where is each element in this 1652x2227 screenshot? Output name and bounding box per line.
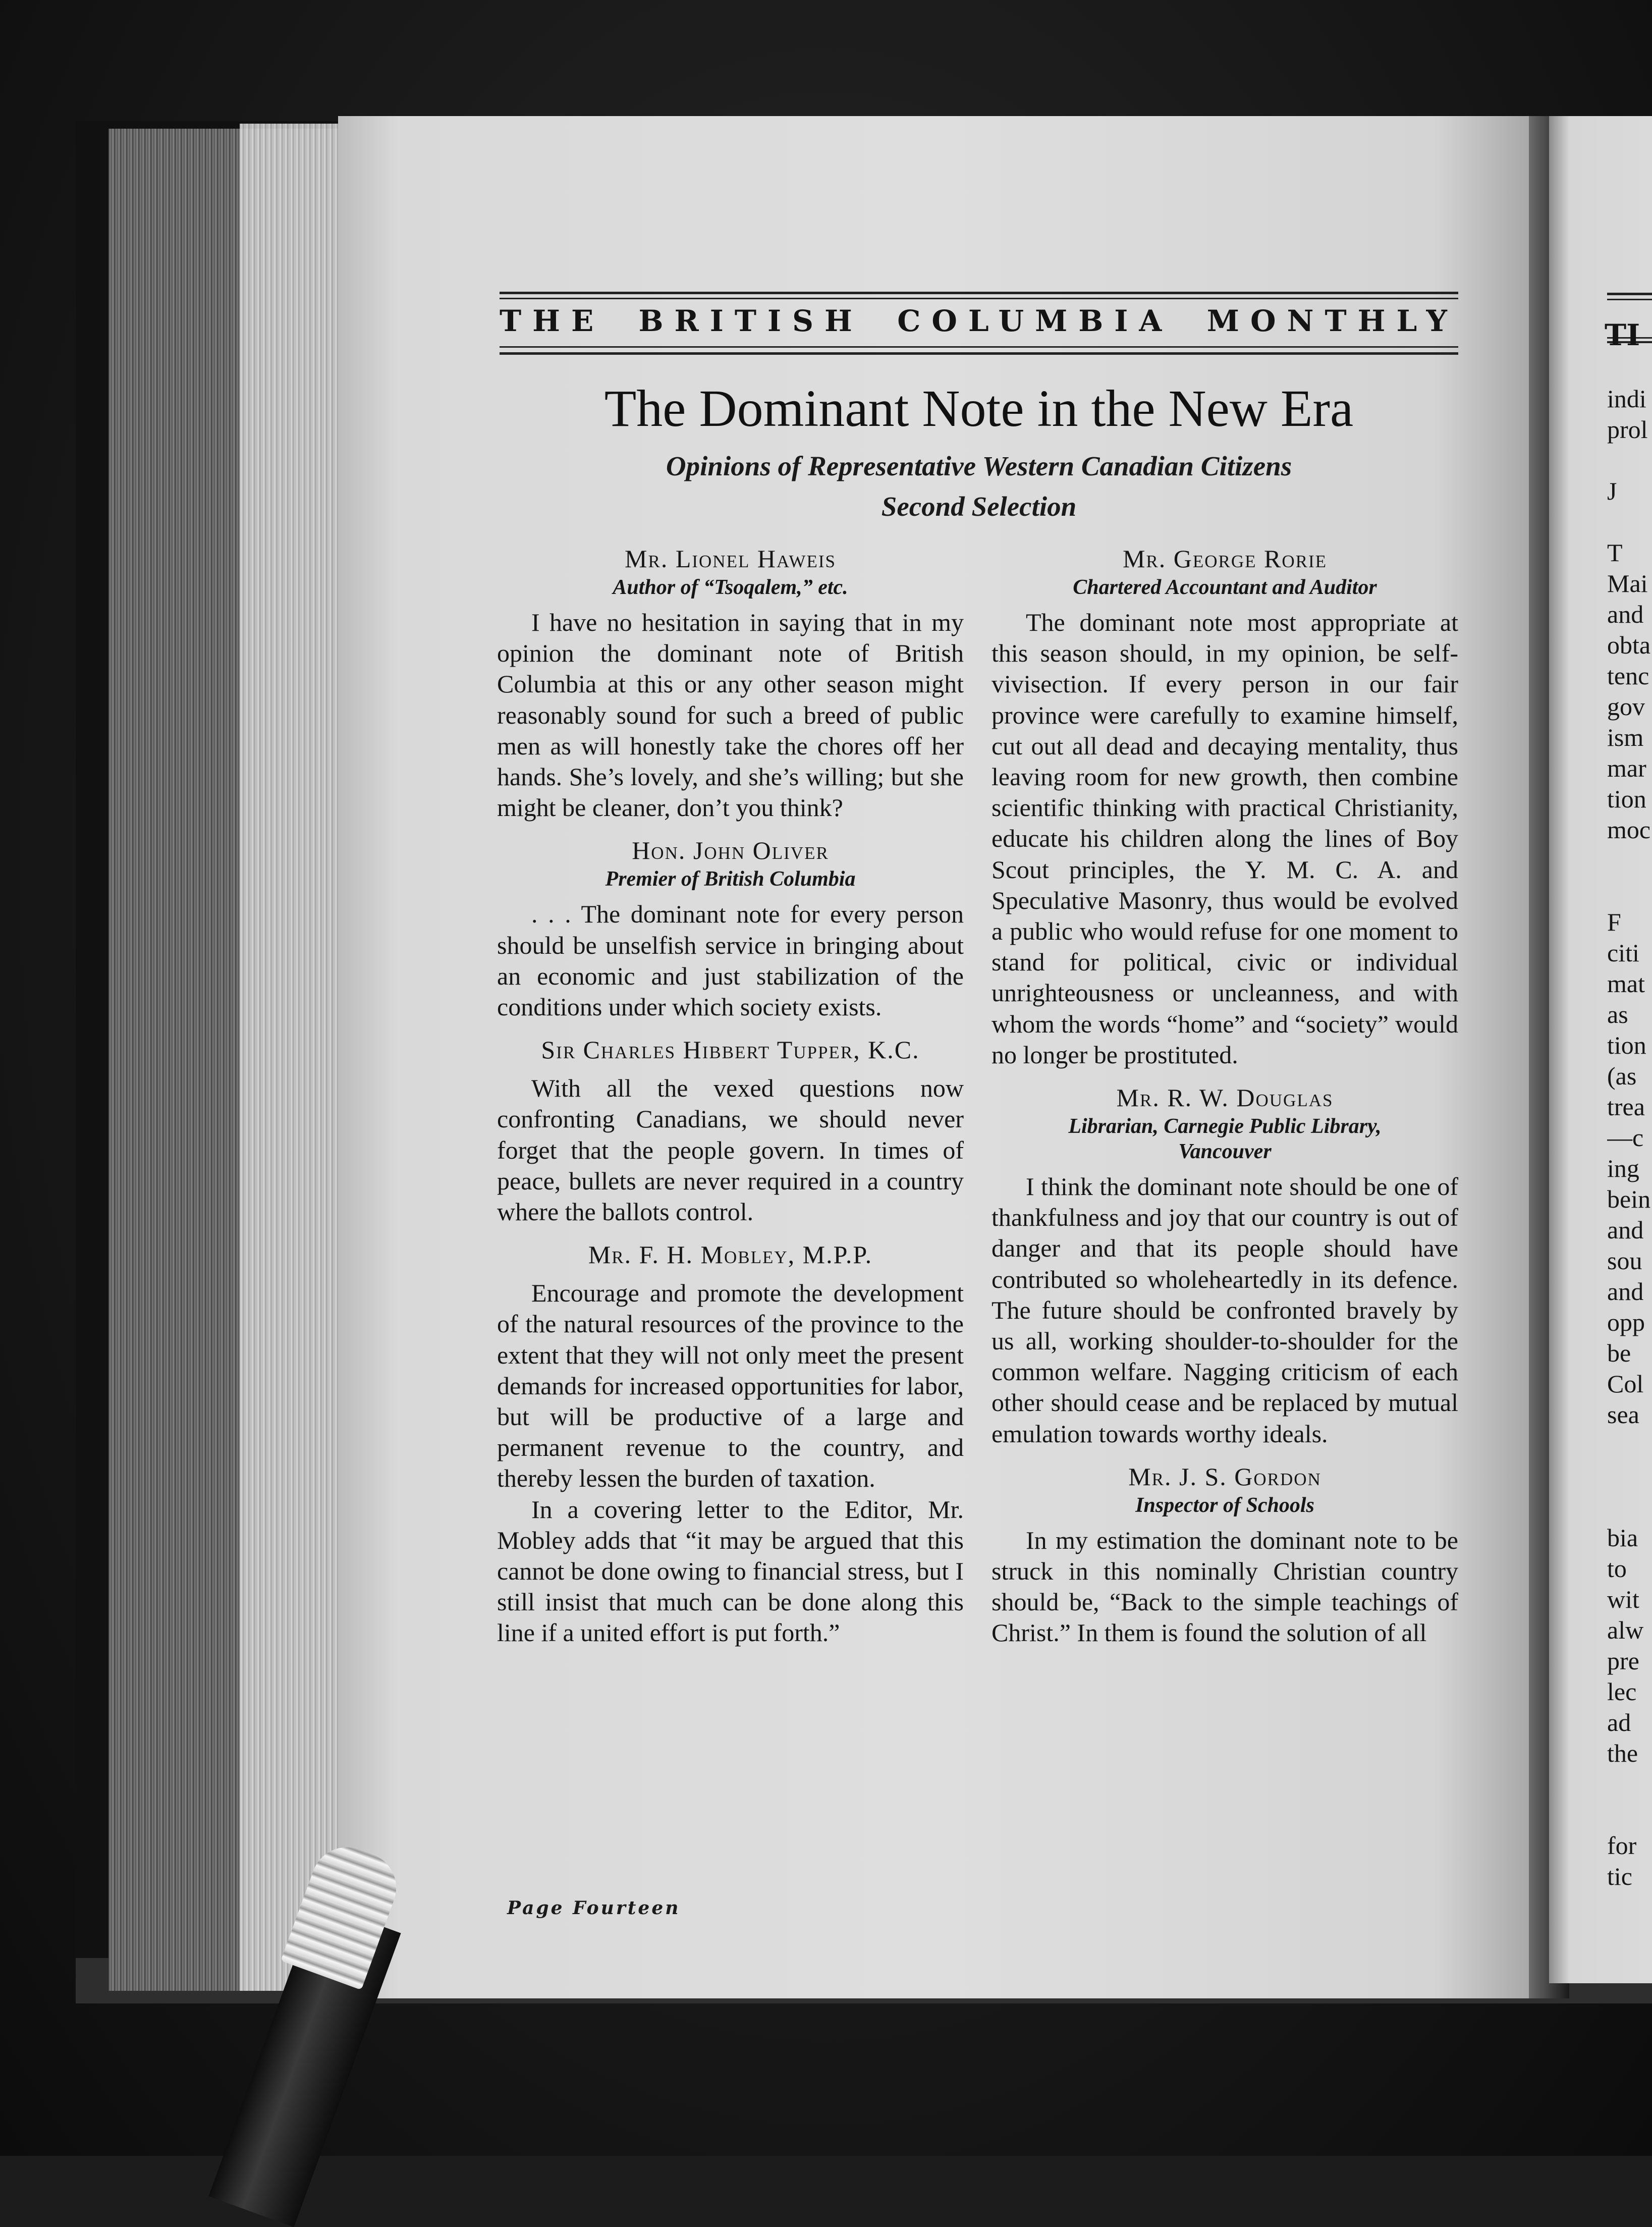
contributor-name: Mr. F. H. Mobley, M.P.P. [588, 1240, 873, 1269]
masthead-rule-top [500, 292, 1458, 294]
facing-page-line-fragment [1607, 1430, 1652, 1461]
facing-page-line-fragment: bein [1607, 1185, 1651, 1213]
facing-page-line-fragment: sou [1607, 1246, 1642, 1275]
facing-page-line-fragment [1607, 1461, 1652, 1492]
right-column [992, 542, 1458, 1649]
facing-page-text [1607, 384, 1652, 1897]
facing-page-line-fragment: and [1607, 1216, 1644, 1244]
facing-page-line-fragment: the [1607, 1739, 1638, 1767]
contributor-statement: I think the dominant note should be one of thankfulness and joy that our country is out of danger and that its people should have contributed so wholeheartedly in its defence. The future should be confronted bravely by us all, working shoulder-to-shoulder for the common welfare. Nagging criticism of each other should cease and be replaced by mutual emulation towards worthy ideals. [992, 1172, 1458, 1448]
facing-page-line-fragment: be [1607, 1339, 1631, 1367]
masthead-rule-top-thin [500, 298, 1458, 299]
contributor-role: Author of “Tsoqalem,” etc. [613, 576, 848, 599]
facing-page-line-fragment: Col [1607, 1370, 1644, 1398]
facing-page-line-fragment [1607, 1492, 1652, 1523]
contributor-statement: With all the vexed questions now confronting Canadians, we should never forget that the people govern. In times of peace, bullets are never required in a country where the ballots control. [497, 1074, 964, 1226]
editor-note: In a covering letter to the Editor, Mr. Mobley adds that “it may be argued that this cannot be done owing to financial stress, but I still insist that much can be done along this line if a united effort is put forth.” [497, 1495, 964, 1647]
masthead-title [500, 304, 1458, 338]
facing-page-line-fragment: T [1607, 538, 1623, 567]
facing-page-line-fragment [1607, 845, 1652, 876]
facing-page-line-fragment: opp [1607, 1308, 1645, 1336]
facing-page-line-fragment [1607, 445, 1652, 476]
facing-page-line-fragment: alw [1607, 1616, 1644, 1644]
facing-page-line-fragment: lec [1607, 1677, 1637, 1706]
facing-page-line-fragment: mar [1607, 754, 1646, 782]
facing-page-line-fragment: citi [1607, 939, 1639, 967]
facing-page-line-fragment: as [1607, 1000, 1628, 1028]
page-stack [240, 124, 341, 1991]
facing-page-line-fragment: F [1607, 908, 1621, 936]
article-subtitle: Opinions of Representative Western Canadian Citizens [666, 451, 1292, 481]
contributor-role: Librarian, Carnegie Public Library, [1068, 1115, 1382, 1138]
facing-page-line-fragment: obta [1607, 631, 1651, 659]
facing-page-line-fragment: to [1607, 1554, 1627, 1583]
contributor-statement: Encourage and promote the development of the natural resources of the province to the extent that they will not only meet the present demands for increased opportunities for labor, but will be productive of a large and permanent revenue to the country, and thereby lessen the burden of taxation. [497, 1279, 964, 1493]
facing-page-line-fragment: tion [1607, 1031, 1646, 1059]
facing-page-line-fragment [1607, 507, 1652, 537]
contributor-name: Sir Charles Hibbert Tupper, K.C. [541, 1036, 920, 1064]
facing-page-line-fragment: ing [1607, 1154, 1639, 1182]
facing-page-line-fragment: and [1607, 1277, 1644, 1306]
facing-page-line-fragment: J [1607, 477, 1617, 505]
contributor-name: Mr. George Rorie [1122, 545, 1328, 573]
facing-page-line-fragment: gov [1607, 692, 1645, 721]
facing-page-line-fragment [1607, 1800, 1652, 1830]
contributor-statement: The dominant note most appropriate at this season should, in my opinion, be self-vivisection. If every person in our fair province were carefully to examine himself, cut out all dead and decaying mentality, thus leaving room for new growth, then combine scientific thinking with practical Christianity, educate his children along the lines of Boy Scout principles, the Y. M. C. A. and Speculative Masonry, thus would be evolved a public who would refuse for one moment to stand for political, civic or individual unrighteousness or uncleanness, and with whom the words “home” and “society” would no longer be prostituted. [992, 608, 1458, 1069]
facing-page-line-fragment: mat [1607, 969, 1645, 998]
contributor-role: Vancouver [1178, 1140, 1272, 1164]
facing-page-line-fragment: bia [1607, 1524, 1638, 1552]
facing-page-line-fragment: indi [1607, 385, 1646, 413]
facing-page-line-fragment: sea [1607, 1400, 1639, 1429]
contributor-name: Mr. J. S. Gordon [1128, 1462, 1321, 1491]
facing-page-line-fragment: (as [1607, 1062, 1637, 1090]
facing-page-line-fragment: tenc [1607, 662, 1649, 690]
contributor-name: Mr. Lionel Haweis [625, 545, 836, 573]
contributor-role: Inspector of Schools [1135, 1493, 1314, 1517]
masthead-rule-bottom [500, 352, 1458, 355]
left-column [497, 542, 964, 1649]
masthead-word: BRITISH [638, 304, 863, 338]
masthead-rule-bottom-thin [500, 346, 1458, 348]
facing-page-line-fragment: —c [1607, 1123, 1644, 1152]
facing-page-line-fragment: ism [1607, 723, 1644, 751]
facing-page-line-fragment: wit [1607, 1585, 1639, 1613]
contributor-role: Premier of British Columbia [605, 867, 856, 891]
masthead-word: COLUMBIA [897, 304, 1173, 338]
facing-page-line-fragment: tion [1607, 785, 1646, 813]
facing-page-line-fragment: and [1607, 600, 1644, 628]
contributor-statement: . . . The dominant note for every person should be unselfish service in bringing about an economic and just stabilization of the conditions under which society exists. [497, 900, 964, 1021]
facing-page-line-fragment: for [1607, 1831, 1637, 1860]
facing-page-line-fragment: ad [1607, 1708, 1631, 1736]
masthead-word: THE [500, 304, 605, 338]
facing-page-line-fragment: prol [1607, 415, 1648, 444]
contributor-name: Mr. R. W. Douglas [1116, 1083, 1334, 1112]
facing-masthead-fragment: TI [1605, 318, 1640, 352]
masthead [500, 292, 1458, 357]
contributor-statement: In my estimation the dominant note to be struck in this nominally Christian country should be, “Back to the simple teachings of Christ.” In them is found the solution of all [992, 1526, 1458, 1647]
facing-page-line-fragment: trea [1607, 1093, 1645, 1121]
page-number: Page Fourteen [507, 1897, 681, 1919]
facing-page-line-fragment [1607, 1769, 1652, 1800]
facing-page-line-fragment: tic [1607, 1862, 1632, 1890]
contributor-statement: I have no hesitation in saying that in my opinion the dominant note of British Columbia at this or any other season might reasonably sound for such a breed of public men as will honestly take the chores off her hands. She’s lovely, and she’s willing; but she might be cleaner, don’t you think? [497, 608, 964, 822]
facing-page-line-fragment: pre [1607, 1647, 1639, 1675]
contributor-name: Hon. John Oliver [632, 836, 829, 865]
masthead-word: MONTHLY [1206, 304, 1458, 338]
facing-page-line-fragment: Mai [1607, 569, 1648, 598]
article-title: The Dominant Note in the New Era [604, 379, 1354, 438]
facing-page-line-fragment: moc [1607, 816, 1651, 844]
article-selection: Second Selection [881, 491, 1077, 522]
contributor-role: Chartered Accountant and Auditor [1073, 576, 1377, 599]
facing-page-line-fragment [1607, 876, 1652, 907]
